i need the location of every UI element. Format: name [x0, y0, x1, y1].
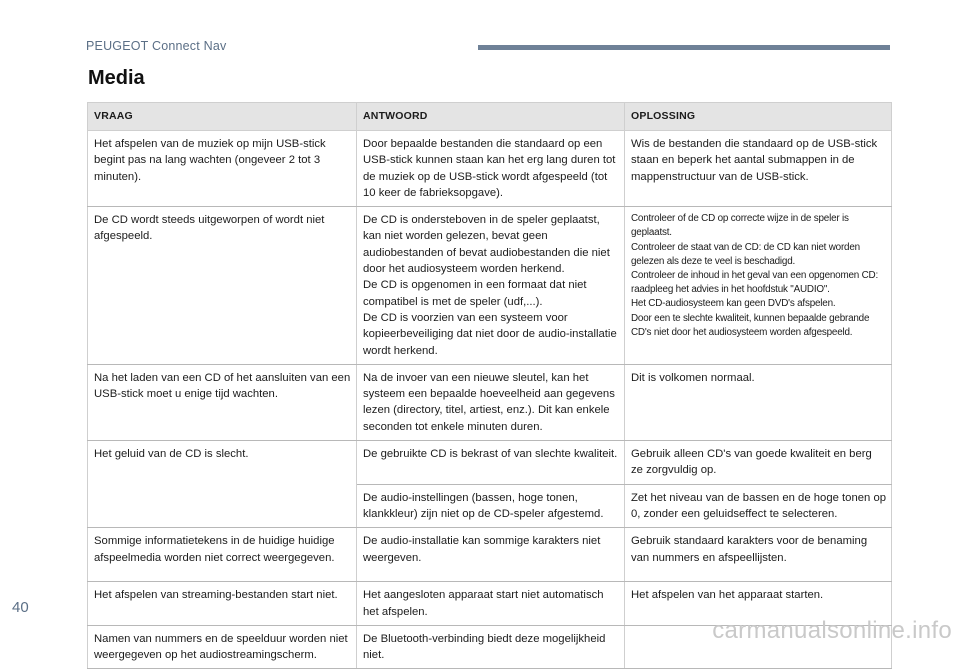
- solution-cell: [625, 207, 892, 365]
- question-cell: Namen van nummers en de speelduur worden niet weergegeven op het audiostreamingscherm.: [88, 625, 357, 669]
- question-cell: Het afspelen van streaming-bestanden start niet.: [88, 582, 357, 626]
- column-header-oplossing: OPLOSSING: [625, 103, 892, 131]
- question-cell: Sommige informatietekens in de huidige huidige afspeelmedia worden niet correct weergegeven.: [88, 528, 357, 582]
- answer-cell: De gebruikte CD is bekrast of van slechte kwaliteit.: [357, 441, 625, 485]
- section-title: Media: [88, 67, 145, 89]
- solution-cell: Wis de bestanden die standaard op de USB-stick staan en beperk het aantal submappen in de mappenstructuur van de USB-stick.: [625, 131, 892, 207]
- answer-cell: Het aangesloten apparaat start niet automatisch het afspelen.: [357, 582, 625, 626]
- solution-cell: Gebruik standaard karakters voor de benaming van nummers en afspeellijsten.: [625, 528, 892, 582]
- question-cell: De CD wordt steeds uitgeworpen of wordt niet afgespeeld.: [88, 207, 357, 365]
- answer-cell: De audio-installatie kan sommige karakters niet weergeven.: [357, 528, 625, 582]
- watermark: carmanualsonline.info: [712, 617, 952, 644]
- question-cell: Het afspelen van de muziek op mijn USB-stick begint pas na lang wachten (ongeveer 2 tot 3 minuten).: [88, 131, 357, 207]
- table-row: [88, 207, 892, 365]
- table-row: [88, 131, 892, 207]
- answer-cell: Door bepaalde bestanden die standaard op een USB-stick kunnen staan kan het erg lang duren tot de muziek op de USB-stick wordt afgespeeld (tot 10 keer de fabrieksopgave).: [357, 131, 625, 207]
- solution-cell: Zet het niveau van de bassen en de hoge tonen op 0, zonder een geluidseffect te selecteren.: [625, 484, 892, 528]
- table-row: [88, 364, 892, 440]
- table-row: [88, 441, 892, 485]
- answer-cell: Na de invoer van een nieuwe sleutel, kan het systeem een bepaalde hoeveelheid aan gegevens lezen (directory, titel, artiest, enz.). Dit kan enkele seconden tot enkele minuten duren.: [357, 364, 625, 440]
- faq-table: [87, 102, 892, 669]
- header-title: PEUGEOT Connect Nav: [86, 39, 227, 53]
- answer-cell: De audio-instellingen (bassen, hoge tonen, klankkleur) zijn niet op de CD-speler afgestemd.: [357, 484, 625, 528]
- column-header-antwoord: ANTWOORD: [357, 103, 625, 131]
- solution-cell: Dit is volkomen normaal.: [625, 364, 892, 440]
- answer-cell: De Bluetooth-verbinding biedt deze mogelijkheid niet.: [357, 625, 625, 669]
- header-divider-bar: [478, 45, 890, 50]
- solution-cell: Het afspelen van het apparaat starten.: [625, 582, 892, 626]
- question-cell: Na het laden van een CD of het aansluiten van een USB-stick moet u enige tijd wachten.: [88, 364, 357, 440]
- table-header-row: [88, 103, 892, 131]
- solution-cell: Gebruik alleen CD's van goede kwaliteit en berg ze zorgvuldig op.: [625, 441, 892, 485]
- solution-cell-text: Controleer of de CD op correcte wijze in de speler is geplaatst. Controleer de staat van de CD: de CD kan niet worden gelezen als deze te veel is beschadigd. Controleer de inhoud in het geval van een opgenomen CD: raadpleeg het advies in het hoofdstuk "AUDIO". Het CD-audiosysteem kan geen DVD's afspelen. Door een te slechte kwaliteit, kunnen bepaalde gebrande CD's niet door het audiosysteem worden afgespeeld.: [631, 213, 879, 338]
- table-row: [88, 528, 892, 582]
- answer-cell: De CD is ondersteboven in de speler geplaatst, kan niet worden gelezen, bevat geen audiobestanden of bevat audiobestanden die niet door het audiosysteem worden herkend. De CD is opgenomen in een formaat dat niet compatibel is met de speler (udf,...). De CD is voorzien van een systeem voor kopieerbeveiliging dat niet door de audio-installatie wordt herkend.: [357, 207, 625, 365]
- page-number: 40: [12, 599, 29, 616]
- question-cell: Het geluid van de CD is slecht.: [88, 441, 357, 528]
- column-header-vraag: VRAAG: [88, 103, 357, 131]
